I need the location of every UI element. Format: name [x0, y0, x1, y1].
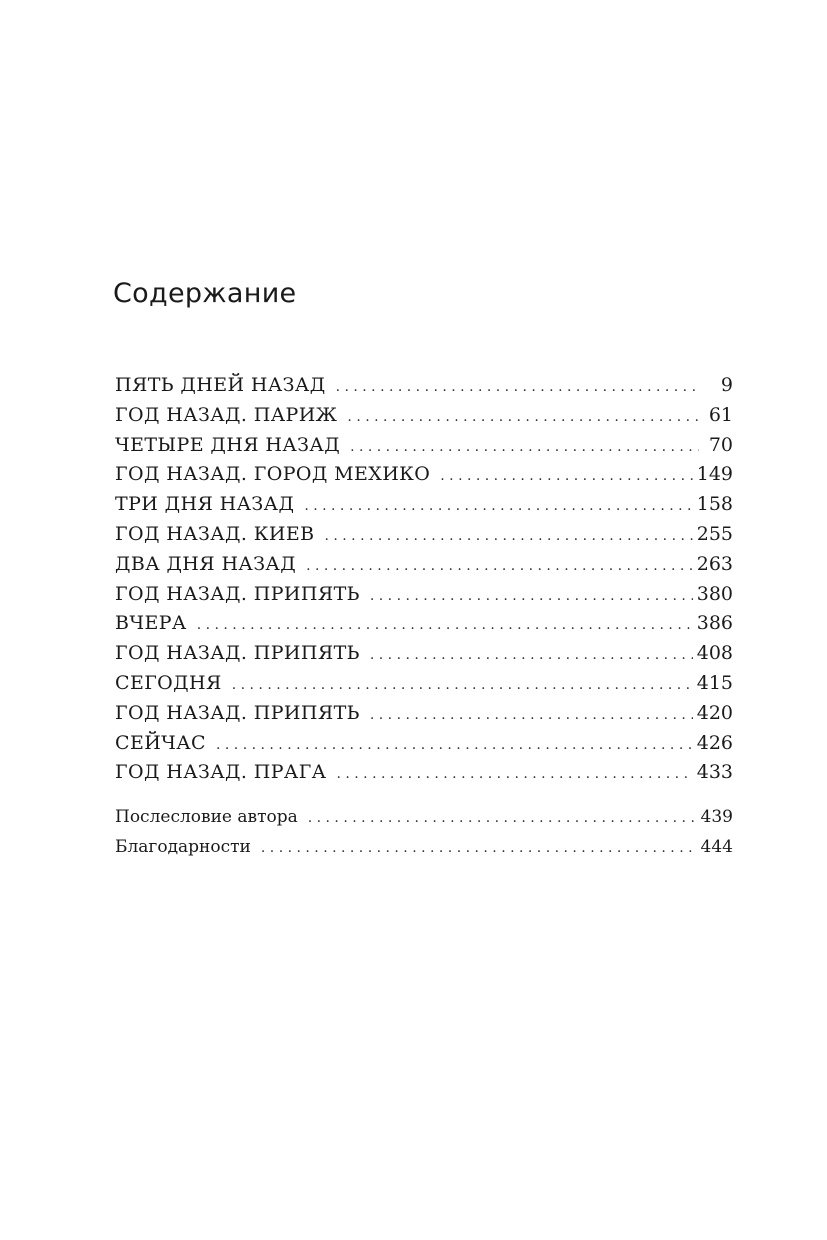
- toc-entry-page: 61: [708, 403, 733, 426]
- dot-leader: [216, 731, 693, 761]
- page-title: Содержание: [113, 278, 297, 309]
- dot-leader: [336, 760, 692, 790]
- section-spacer: [115, 788, 733, 803]
- dot-leader: [304, 492, 692, 522]
- toc-entry-title: ГОД НАЗАД. ПРАГА: [115, 761, 327, 784]
- toc-entry[interactable]: [115, 371, 733, 401]
- toc-entry-page: 380: [696, 582, 733, 605]
- toc-entry[interactable]: [115, 580, 733, 610]
- toc-entry-title: ПЯТЬ ДНЕЙ НАЗАД: [115, 374, 326, 396]
- dot-leader: [440, 462, 692, 492]
- toc-entry[interactable]: [115, 669, 733, 699]
- toc-entry-page: 263: [696, 552, 733, 575]
- toc-entry-title: ГОД НАЗАД. ПРИПЯТЬ: [115, 642, 360, 665]
- toc-entry-title: ЧЕТЫРЕ ДНЯ НАЗАД: [115, 433, 341, 456]
- toc-entry[interactable]: [115, 550, 733, 580]
- toc-entry-title: ГОД НАЗАД. ПАРИЖ: [115, 403, 338, 426]
- dot-leader: [350, 433, 699, 463]
- toc-entry[interactable]: [115, 431, 733, 461]
- toc-entry[interactable]: [115, 758, 733, 788]
- toc-entry-page: 386: [696, 612, 733, 635]
- toc-entry-title: ТРИ ДНЯ НАЗАД: [115, 493, 295, 516]
- toc-entry[interactable]: [115, 639, 733, 669]
- toc-entry-page: 149: [696, 463, 733, 486]
- dot-leader: [370, 701, 693, 731]
- toc-entry-page: 70: [708, 433, 733, 456]
- toc-entry-title: СЕЙЧАС: [115, 731, 206, 754]
- toc-entry[interactable]: [115, 490, 733, 520]
- toc-entry[interactable]: [115, 520, 733, 550]
- toc-entry[interactable]: [115, 699, 733, 729]
- toc-entry-title: ДВА ДНЯ НАЗАД: [115, 552, 297, 575]
- dot-leader: [347, 403, 699, 433]
- toc-entry[interactable]: [115, 609, 733, 639]
- dot-leader: [197, 611, 693, 641]
- dot-leader: [324, 522, 692, 552]
- toc-entry-page: 408: [696, 642, 733, 665]
- toc-entry-page: 158: [696, 493, 733, 516]
- toc-entry-title: СЕГОДНЯ: [115, 671, 222, 694]
- toc-entry-page: 255: [696, 522, 733, 545]
- toc-entry-page: 426: [696, 731, 733, 754]
- toc-entry-title: Послесловие автора: [115, 807, 298, 828]
- dot-leader: [261, 834, 697, 864]
- toc-entry-page: 420: [696, 701, 733, 724]
- toc-entry-title: ГОД НАЗАД. КИЕВ: [115, 522, 315, 545]
- toc-entry-title: ГОД НАЗАД. ПРИПЯТЬ: [115, 582, 360, 605]
- toc-entry-page: 433: [696, 761, 733, 784]
- toc-entry-title: ГОД НАЗАД. ПРИПЯТЬ: [115, 701, 360, 724]
- dot-leader: [232, 671, 693, 701]
- toc-entry-page: 444: [700, 836, 733, 857]
- toc-entry-title: ГОД НАЗАД. ГОРОД МЕХИКО: [115, 463, 431, 486]
- dot-leader: [308, 804, 697, 834]
- toc-entry[interactable]: [115, 401, 733, 431]
- dot-leader: [370, 641, 693, 671]
- toc-entry-afterword[interactable]: [115, 803, 733, 833]
- dot-leader: [370, 582, 693, 612]
- toc-entry-page: 9: [720, 374, 733, 396]
- dot-leader: [306, 552, 693, 582]
- toc-entry-acknowledgements[interactable]: [115, 833, 733, 863]
- toc-entry-title: Благодарности: [115, 836, 251, 857]
- toc-entry[interactable]: [115, 729, 733, 759]
- dot-leader: [336, 373, 699, 403]
- table-of-contents: [115, 371, 733, 863]
- toc-entry-page: 415: [696, 671, 733, 694]
- toc-entry-title: ВЧЕРА: [115, 612, 187, 635]
- toc-entry-page: 439: [700, 807, 733, 828]
- toc-entry[interactable]: [115, 460, 733, 490]
